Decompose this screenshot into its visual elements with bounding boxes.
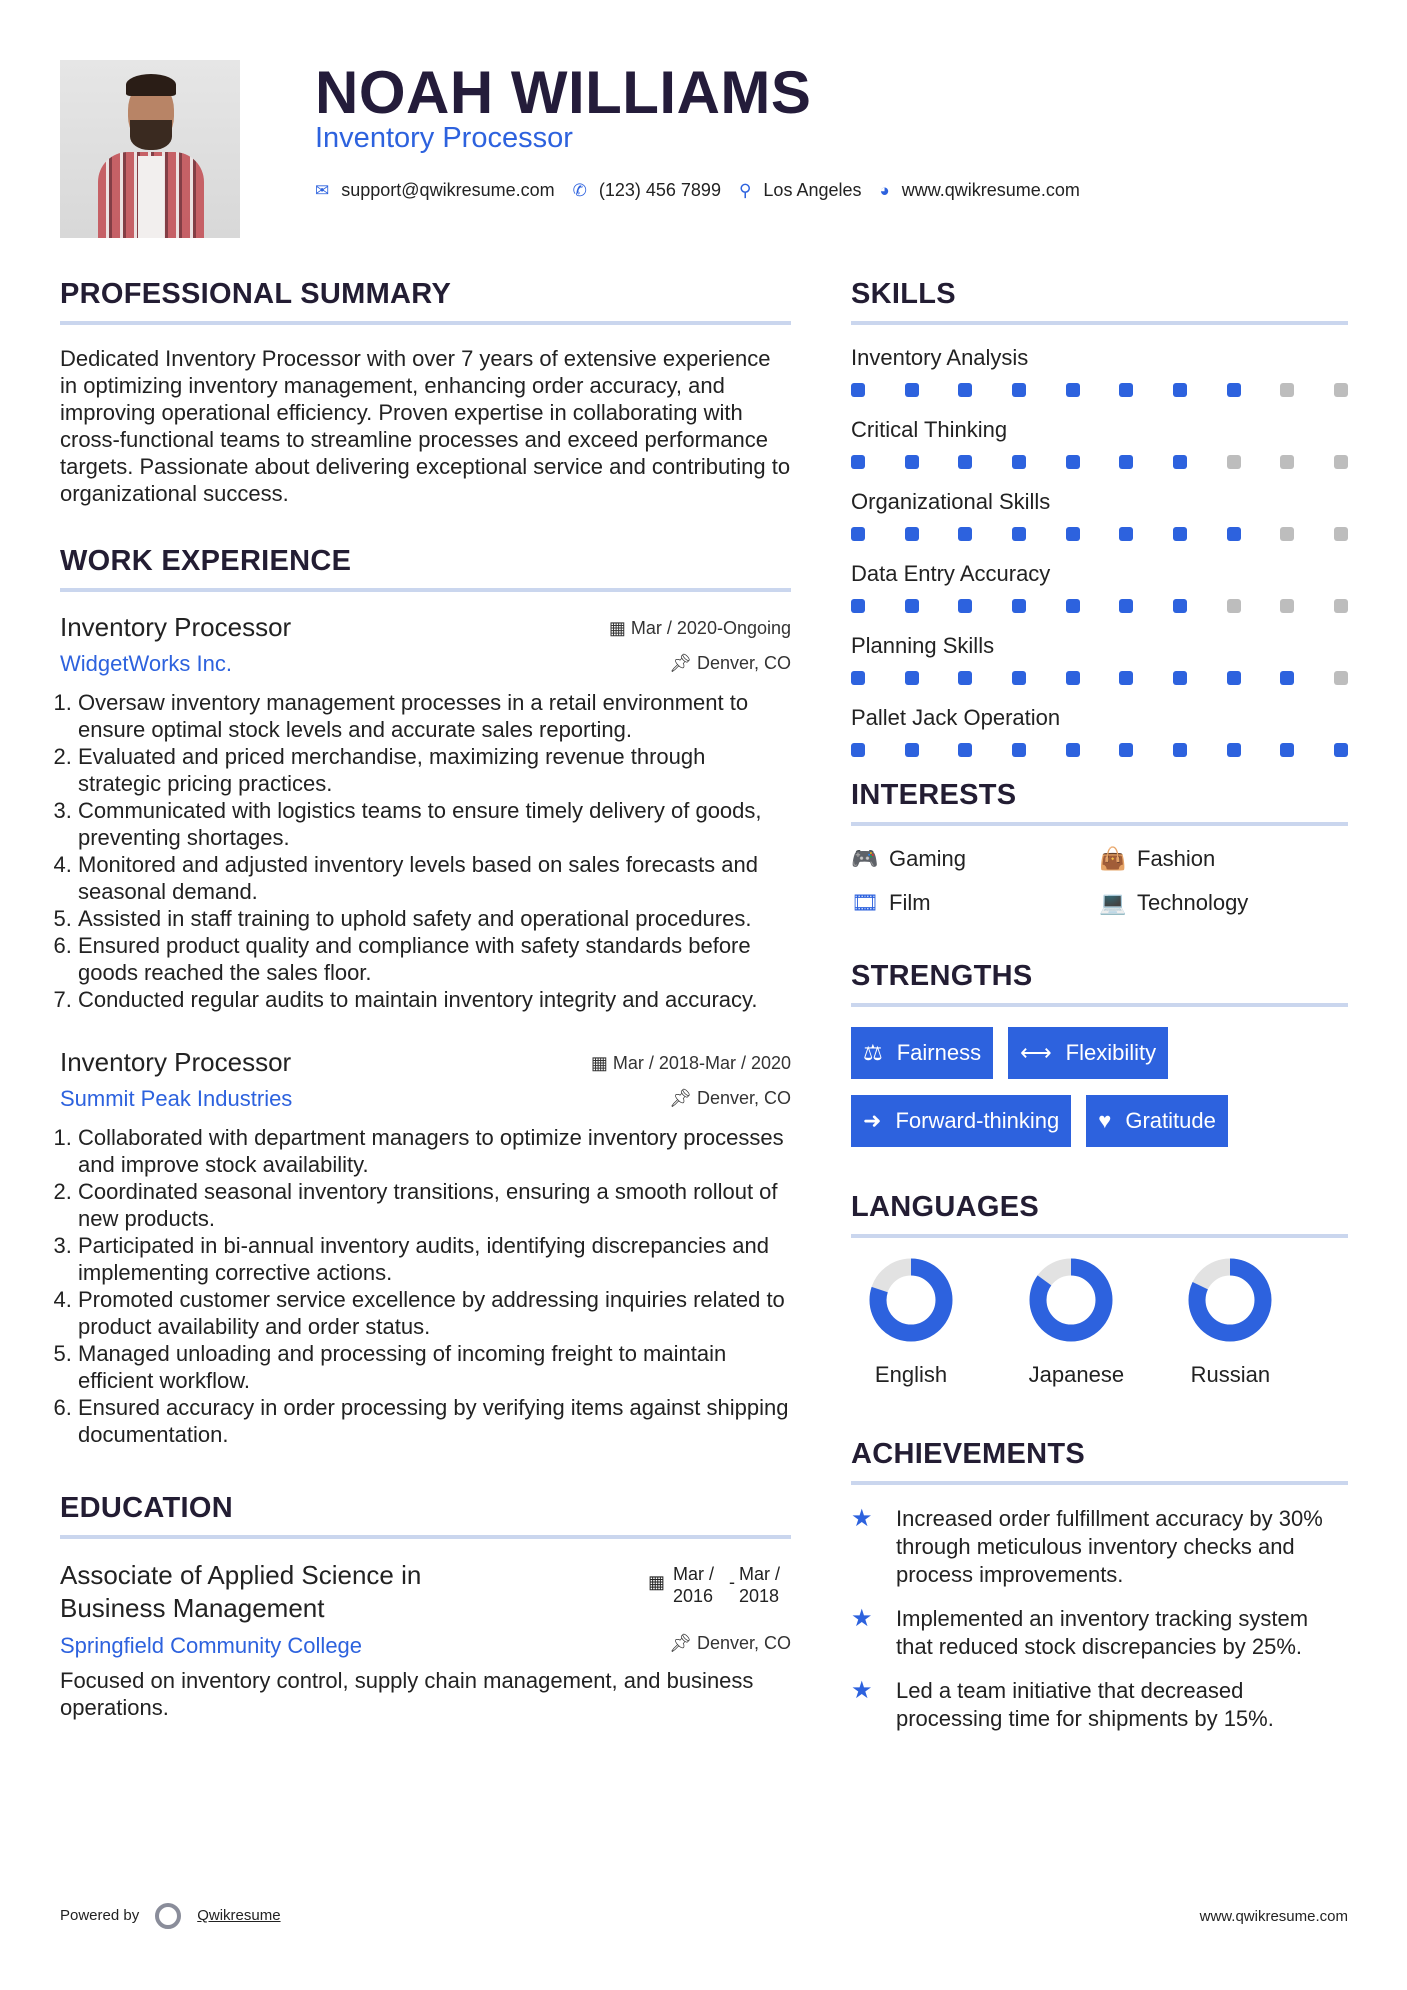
achievement-text: Increased order fulfillment accuracy by 30% through meticulous inventory checks and process improvements. bbox=[896, 1506, 1323, 1587]
bullet-item: 4. Promoted customer service excellence by addressing inquiries related to product availability and order status. bbox=[78, 1286, 791, 1340]
rating-dot-filled bbox=[1173, 743, 1187, 757]
skill-item bbox=[851, 489, 1348, 541]
language-name: Russian bbox=[1190, 1362, 1271, 1387]
rating-dot-filled bbox=[1173, 671, 1187, 685]
achievements-heading: ACHIEVEMENTS bbox=[851, 1438, 1348, 1485]
bullet-item: 6. Ensured product quality and compliance with safety standards before goods reached the sales floor. bbox=[78, 932, 791, 986]
bullet-item: 1. Collaborated with department managers to optimize inventory processes and improve stock availability. bbox=[78, 1124, 791, 1178]
profile-photo bbox=[60, 60, 240, 238]
job-location: Denver, CO bbox=[696, 653, 791, 673]
degree-title: Associate of Applied Science in Business Management bbox=[60, 1560, 422, 1623]
rating-dot-filled bbox=[1012, 671, 1026, 685]
right-column bbox=[851, 278, 1348, 1749]
rating-dot-filled bbox=[1066, 527, 1080, 541]
skill-item bbox=[851, 705, 1348, 757]
rating-dot-empty bbox=[1334, 671, 1348, 685]
achievements-section bbox=[851, 1438, 1348, 1733]
balance-scale-icon: ⚖ bbox=[863, 1040, 883, 1065]
phone-icon: ✆ bbox=[572, 180, 587, 200]
language-donut bbox=[869, 1258, 953, 1342]
rating-dot-filled bbox=[905, 671, 919, 685]
left-column bbox=[60, 278, 791, 1721]
rating-dot-filled bbox=[1066, 671, 1080, 685]
achievement-text: Implemented an inventory tracking system that reduced stock discrepancies by 25%. bbox=[896, 1606, 1309, 1659]
film-icon: 🎞 bbox=[851, 890, 879, 915]
interest-item bbox=[851, 890, 1099, 916]
rating-dot-filled bbox=[1119, 383, 1133, 397]
powered-by-text: Powered by bbox=[60, 1906, 140, 1924]
rating-dot-filled bbox=[1173, 527, 1187, 541]
rating-dot-filled bbox=[1173, 455, 1187, 469]
footer-website[interactable]: www.qwikresume.com bbox=[1199, 1907, 1348, 1925]
rating-dot-filled bbox=[958, 527, 972, 541]
rating-dot-filled bbox=[1227, 527, 1241, 541]
candidate-name: NOAH WILLIAMS bbox=[315, 59, 812, 126]
star-icon: ★ bbox=[851, 1605, 873, 1632]
calendar-icon: ▦ bbox=[590, 1053, 613, 1073]
envelope-icon: ✉ bbox=[315, 180, 330, 200]
job-bullets bbox=[60, 1124, 791, 1448]
bullet-item: 2. Evaluated and priced merchandise, maximizing revenue through strategic pricing practices. bbox=[78, 743, 791, 797]
strength-label: Forward-thinking bbox=[895, 1108, 1060, 1133]
rating-dot-empty bbox=[1280, 455, 1294, 469]
interest-label: Fashion bbox=[1137, 846, 1216, 871]
skill-item bbox=[851, 561, 1348, 613]
rating-dot-filled bbox=[905, 455, 919, 469]
skill-rating bbox=[851, 599, 1348, 613]
rating-dot-filled bbox=[905, 527, 919, 541]
bullet-item: 4. Monitored and adjusted inventory levels based on sales forecasts and seasonal demand. bbox=[78, 851, 791, 905]
rating-dot-filled bbox=[851, 599, 865, 613]
strength-badge bbox=[1086, 1095, 1228, 1147]
interest-item bbox=[1099, 890, 1347, 916]
job-title: Inventory Processor bbox=[60, 1047, 292, 1077]
star-icon: ★ bbox=[851, 1505, 873, 1532]
contact-bar bbox=[315, 180, 1098, 201]
rating-dot-filled bbox=[905, 383, 919, 397]
rating-dot-filled bbox=[958, 599, 972, 613]
rating-dot-filled bbox=[1227, 743, 1241, 757]
rating-dot-filled bbox=[1012, 743, 1026, 757]
achievement-item bbox=[851, 1677, 1348, 1733]
rating-dot-filled bbox=[958, 743, 972, 757]
job-dates: Mar / 2018-Mar / 2020 bbox=[612, 1053, 791, 1073]
rating-dot-empty bbox=[1334, 599, 1348, 613]
achievement-text: Led a team initiative that decreased processing time for shipments by 15%. bbox=[896, 1678, 1274, 1731]
calendar-icon: ▦ bbox=[647, 1572, 665, 1592]
rating-dot-filled bbox=[1119, 671, 1133, 685]
pushpin-icon: 📌︎ bbox=[669, 653, 697, 673]
map-marker-icon: ⚲ bbox=[738, 180, 752, 200]
rating-dot-filled bbox=[851, 527, 865, 541]
strength-label: Fairness bbox=[896, 1040, 982, 1065]
pushpin-icon: 📌︎ bbox=[669, 1088, 697, 1108]
bullet-item: 3. Participated in bi-annual inventory audits, identifying discrepancies and implementing corrective actions. bbox=[78, 1232, 791, 1286]
bullet-item: 2. Coordinated seasonal inventory transitions, ensuring a smooth rollout of new products. bbox=[78, 1178, 791, 1232]
rating-dot-empty bbox=[1227, 455, 1241, 469]
rating-dot-filled bbox=[958, 671, 972, 685]
website-link[interactable]: www.qwikresume.com bbox=[901, 180, 1080, 200]
language-donut bbox=[1188, 1258, 1272, 1342]
bullet-item: 7. Conducted regular audits to maintain inventory integrity and accuracy. bbox=[78, 986, 791, 1013]
rating-dot-empty bbox=[1280, 527, 1294, 541]
email-link[interactable]: support@qwikresume.com bbox=[341, 180, 555, 200]
interest-label: Technology bbox=[1137, 890, 1249, 915]
language-item bbox=[1029, 1258, 1189, 1388]
rating-dot-empty bbox=[1334, 383, 1348, 397]
skill-name: Planning Skills bbox=[851, 633, 995, 658]
skill-item bbox=[851, 633, 1348, 685]
rating-dot-filled bbox=[1280, 671, 1294, 685]
footer bbox=[60, 1903, 1348, 1929]
rating-dot-filled bbox=[905, 743, 919, 757]
school-name: Springfield Community College bbox=[60, 1633, 363, 1658]
interest-label: Film bbox=[889, 890, 931, 915]
summary-heading: PROFESSIONAL SUMMARY bbox=[60, 278, 791, 325]
rating-dot-filled bbox=[1012, 599, 1026, 613]
rating-dot-filled bbox=[1012, 527, 1026, 541]
education-description: Focused on inventory control, supply chain management, and business operations. bbox=[60, 1668, 754, 1720]
rating-dot-filled bbox=[958, 455, 972, 469]
qwikresume-logo-icon bbox=[155, 1903, 181, 1929]
company-name: WidgetWorks Inc. bbox=[60, 651, 232, 676]
skill-name: Organizational Skills bbox=[851, 489, 1051, 514]
rating-dot-filled bbox=[851, 671, 865, 685]
globe-icon: ◕ bbox=[879, 180, 890, 200]
skill-name: Pallet Jack Operation bbox=[851, 705, 1061, 730]
rating-dot-filled bbox=[1334, 743, 1348, 757]
achievement-item bbox=[851, 1605, 1348, 1661]
strengths-section bbox=[851, 960, 1348, 1147]
job-dates: Mar / 2020-Ongoing bbox=[630, 618, 791, 638]
skill-rating bbox=[851, 527, 1348, 541]
rating-dot-empty bbox=[1334, 527, 1348, 541]
education-start: Mar / 2016 bbox=[673, 1564, 715, 1606]
rating-dot-filled bbox=[1119, 527, 1133, 541]
company-name: Summit Peak Industries bbox=[60, 1086, 293, 1111]
shopping-bag-icon: 👜 bbox=[1099, 846, 1127, 871]
education-end: Mar / 2018 bbox=[739, 1564, 781, 1606]
skill-item bbox=[851, 417, 1348, 469]
language-item bbox=[1188, 1258, 1348, 1388]
rating-dot-empty bbox=[1227, 599, 1241, 613]
bullet-item: 5. Managed unloading and processing of incoming freight to maintain efficient workflow. bbox=[78, 1340, 791, 1394]
rating-dot-filled bbox=[851, 455, 865, 469]
job-location: Denver, CO bbox=[696, 1088, 791, 1108]
phone-text: (123) 456 7899 bbox=[598, 180, 721, 200]
strength-badge bbox=[1008, 1027, 1168, 1079]
language-donut bbox=[1029, 1258, 1113, 1342]
skill-item bbox=[851, 345, 1348, 397]
rating-dot-filled bbox=[851, 743, 865, 757]
rating-dot-empty bbox=[1280, 599, 1294, 613]
language-name: English bbox=[874, 1362, 948, 1387]
summary-text: Dedicated Inventory Processor with over 7 years of extensive experience in optimizing inventory management, enhancing order accuracy, and improving operational efficiency. Proven expertise in collaborating with cross-functional teams to streamline processes and exceed performance targets. Passionate about delivering exceptional service and contributing to organizational success. bbox=[60, 346, 791, 506]
job-bullets bbox=[60, 689, 791, 1013]
rating-dot-empty bbox=[1280, 383, 1294, 397]
rating-dot-filled bbox=[851, 383, 865, 397]
bullet-item: 1. Oversaw inventory management processes in a retail environment to ensure optimal stock levels and accurate sales reporting. bbox=[78, 689, 791, 743]
rating-dot-filled bbox=[1119, 455, 1133, 469]
rating-dot-filled bbox=[1066, 455, 1080, 469]
interests-section bbox=[851, 779, 1348, 916]
rating-dot-filled bbox=[1066, 383, 1080, 397]
education-heading: EDUCATION bbox=[60, 1492, 791, 1539]
rating-dot-filled bbox=[1012, 383, 1026, 397]
education-location: Denver, CO bbox=[696, 1633, 791, 1653]
candidate-role: Inventory Processor bbox=[315, 122, 573, 154]
rating-dot-filled bbox=[1012, 455, 1026, 469]
calendar-icon: ▦ bbox=[608, 618, 631, 638]
heart-icon: ♥ bbox=[1098, 1108, 1112, 1133]
bullet-item: 6. Ensured accuracy in order processing by verifying items against shipping documentation. bbox=[78, 1394, 791, 1448]
interest-item bbox=[1099, 846, 1347, 872]
job-entry bbox=[60, 612, 791, 1013]
skill-rating bbox=[851, 671, 1348, 685]
rating-dot-filled bbox=[958, 383, 972, 397]
rating-dot-filled bbox=[1227, 383, 1241, 397]
arrows-horizontal-icon: ⟷ bbox=[1020, 1040, 1052, 1065]
experience-section bbox=[60, 545, 791, 1448]
brand-link[interactable]: Qwikresume bbox=[197, 1906, 281, 1924]
interests-heading: INTERESTS bbox=[851, 779, 1348, 826]
experience-heading: WORK EXPERIENCE bbox=[60, 545, 791, 592]
language-item bbox=[869, 1258, 1029, 1388]
achievement-item bbox=[851, 1505, 1348, 1589]
skill-name: Data Entry Accuracy bbox=[851, 561, 1051, 586]
rating-dot-filled bbox=[1280, 743, 1294, 757]
pushpin-icon: 📌︎ bbox=[669, 1633, 697, 1653]
rating-dot-filled bbox=[1119, 743, 1133, 757]
languages-section bbox=[851, 1191, 1348, 1388]
summary-section bbox=[60, 278, 791, 507]
skills-section bbox=[851, 278, 1348, 757]
rating-dot-filled bbox=[1173, 599, 1187, 613]
rating-dot-filled bbox=[1066, 743, 1080, 757]
skill-rating bbox=[851, 383, 1348, 397]
bullet-item: 5. Assisted in staff training to uphold safety and operational procedures. bbox=[78, 905, 791, 932]
laptop-icon: 💻 bbox=[1099, 890, 1127, 915]
job-title: Inventory Processor bbox=[60, 612, 292, 642]
skill-name: Critical Thinking bbox=[851, 417, 1008, 442]
gamepad-icon: 🎮 bbox=[851, 846, 879, 871]
date-separator: - bbox=[729, 1572, 735, 1592]
languages-heading: LANGUAGES bbox=[851, 1191, 1348, 1238]
interest-label: Gaming bbox=[889, 846, 967, 871]
rating-dot-filled bbox=[1066, 599, 1080, 613]
bullet-item: 3. Communicated with logistics teams to ensure timely delivery of goods, preventing shortages. bbox=[78, 797, 791, 851]
strength-label: Gratitude bbox=[1125, 1108, 1216, 1133]
rating-dot-filled bbox=[1173, 383, 1187, 397]
strength-badge bbox=[851, 1027, 993, 1079]
interest-item bbox=[851, 846, 1099, 872]
strengths-heading: STRENGTHS bbox=[851, 960, 1348, 1007]
star-icon: ★ bbox=[851, 1677, 873, 1704]
location-text: Los Angeles bbox=[763, 180, 862, 200]
rating-dot-empty bbox=[1334, 455, 1348, 469]
skill-name: Inventory Analysis bbox=[851, 345, 1029, 370]
rating-dot-filled bbox=[1227, 671, 1241, 685]
job-entry bbox=[60, 1047, 791, 1448]
education-section bbox=[60, 1492, 791, 1721]
rating-dot-filled bbox=[1119, 599, 1133, 613]
skills-heading: SKILLS bbox=[851, 278, 1348, 325]
skill-rating bbox=[851, 743, 1348, 757]
rating-dot-filled bbox=[905, 599, 919, 613]
arrow-right-icon: ➜ bbox=[863, 1108, 882, 1133]
strength-badge bbox=[851, 1095, 1071, 1147]
skill-rating bbox=[851, 455, 1348, 469]
language-name: Japanese bbox=[1028, 1362, 1125, 1387]
strength-label: Flexibility bbox=[1065, 1040, 1157, 1065]
